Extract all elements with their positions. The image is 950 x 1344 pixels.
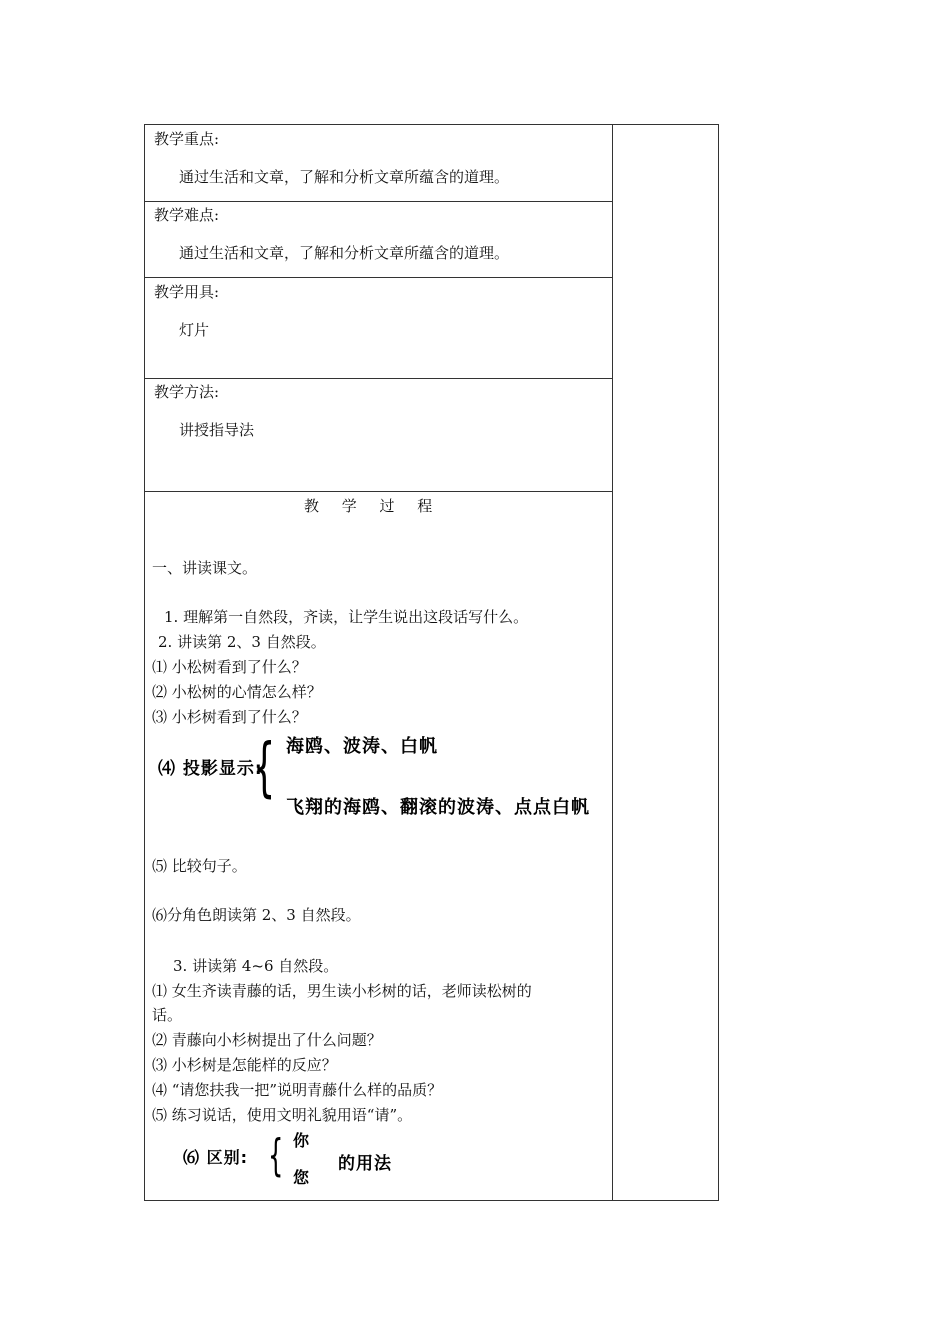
process-line: ⑹分角色朗读第 2、3 自然段。: [152, 906, 361, 924]
row-divider: [145, 378, 613, 379]
methods-text: 讲授指导法: [179, 421, 255, 439]
row-divider: [145, 491, 613, 492]
process-line: 2. 讲读第 2、3 自然段。: [158, 633, 326, 651]
key-points-label: 教学重点:: [154, 130, 220, 148]
process-line: ⑸ 比较句子。: [152, 857, 247, 875]
process-line: 3. 讲读第 4~6 自然段。: [173, 957, 339, 975]
usage-label: 的用法: [338, 1154, 392, 1174]
column-divider: [612, 125, 613, 1200]
process-line: ⑷ “请您扶我一把”说明青藤什么样的品质？: [152, 1081, 443, 1099]
distinguish-label: ⑹ 区别:: [183, 1148, 248, 1167]
projection-label: ⑷ 投影显示:: [158, 759, 263, 779]
projection-line-2: 飞翔的海鸥、翻滚的波涛、点点白帆: [286, 797, 590, 818]
process-line: 1. 理解第一自然段，齐读，让学生说出这段话写什么。: [164, 608, 529, 626]
process-title: 教 学 过 程: [304, 497, 437, 515]
process-line: ⑴ 小松树看到了什么？: [152, 658, 307, 676]
process-line: ⑴ 女生齐读青藤的话，男生读小杉树的话，老师读松树的: [152, 982, 532, 1000]
row-divider: [145, 277, 613, 278]
process-line: ⑸ 练习说话，使用文明礼貌用语“请”。: [152, 1106, 413, 1124]
word-ni: 你: [293, 1131, 311, 1150]
methods-label: 教学方法:: [154, 383, 220, 401]
section-heading: 一、讲读课文。: [152, 559, 258, 577]
process-line: ⑵ 青藤向小杉树提出了什么问题？: [152, 1031, 382, 1049]
tools-text: 灯片: [179, 321, 210, 339]
tools-label: 教学用具:: [154, 283, 220, 301]
row-divider: [145, 201, 613, 202]
process-line: ⑶ 小杉树是怎能样的反应？: [152, 1056, 337, 1074]
word-nin: 您: [293, 1168, 311, 1187]
difficulties-text: 通过生活和文章，了解和分析文章所蕴含的道理。: [179, 244, 510, 262]
projection-line-1: 海鸥、波涛、白帆: [286, 736, 438, 757]
brace-icon: {: [253, 731, 276, 805]
difficulties-label: 教学难点:: [154, 206, 220, 224]
process-line: ⑵ 小松树的心情怎么样？: [152, 683, 322, 701]
process-line: 话。: [152, 1006, 183, 1024]
brace-icon: {: [268, 1130, 284, 1181]
process-line: ⑶ 小杉树看到了什么？: [152, 708, 307, 726]
key-points-text: 通过生活和文章，了解和分析文章所蕴含的道理。: [179, 168, 510, 186]
